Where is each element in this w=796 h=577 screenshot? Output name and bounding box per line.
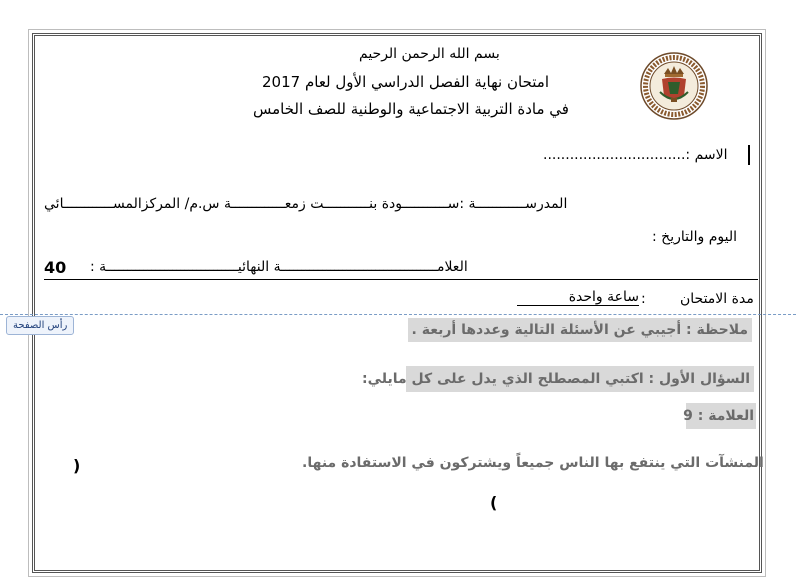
text-cursor <box>748 145 750 165</box>
final-mark-value: 40 <box>44 258 67 277</box>
final-mark-label: العلامــــــــــــــــــــــــــــــــــــــة النهائيــــــــــــــــــــــــــــــــة : <box>90 259 468 275</box>
exam-title: امتحان نهاية الفصل الدراسي الأول لعام 2017 <box>262 73 549 91</box>
exam-subject: في مادة التربية الاجتماعية والوطنية للصف الخامس <box>253 100 569 118</box>
answer-paren-close: ) <box>490 493 498 512</box>
mark-underline <box>44 279 758 280</box>
duration-colon: : <box>641 291 646 307</box>
question-1-item-1: المنشآت التي ينتفع بها الناس جميعاً ويشتركون في الاستفادة منها. <box>302 455 764 471</box>
duration-value: ساعة واحدة <box>517 289 639 306</box>
answer-paren-open: ( <box>73 456 81 475</box>
question-1-heading: السؤال الأول : اكتبي المصطلح الذي يدل على كل مايلي: <box>406 366 754 392</box>
date-field: اليوم والتاريخ : <box>652 229 737 245</box>
header-boundary-line <box>0 314 796 315</box>
note-line: ملاحظة : أجيبي عن الأسئلة التالية وعددها أربعة . <box>408 318 752 342</box>
duration-label: مدة الامتحان <box>680 291 754 307</box>
header-tab-button[interactable]: رأس الصفحة <box>6 316 74 335</box>
basmala: بسم الله الرحمن الرحيم <box>359 46 500 62</box>
jordan-ministry-crest-icon <box>640 52 708 120</box>
question-1-mark: العلامة : 9 <box>686 403 756 429</box>
school-field: المدرســــــــــــة :ســـــــــــودة بنـــــــــــت زمعـــــــــــــة س.م/ المركزالمســــــــــــائي <box>44 196 568 212</box>
name-field: الاسم :................................ <box>543 147 728 163</box>
